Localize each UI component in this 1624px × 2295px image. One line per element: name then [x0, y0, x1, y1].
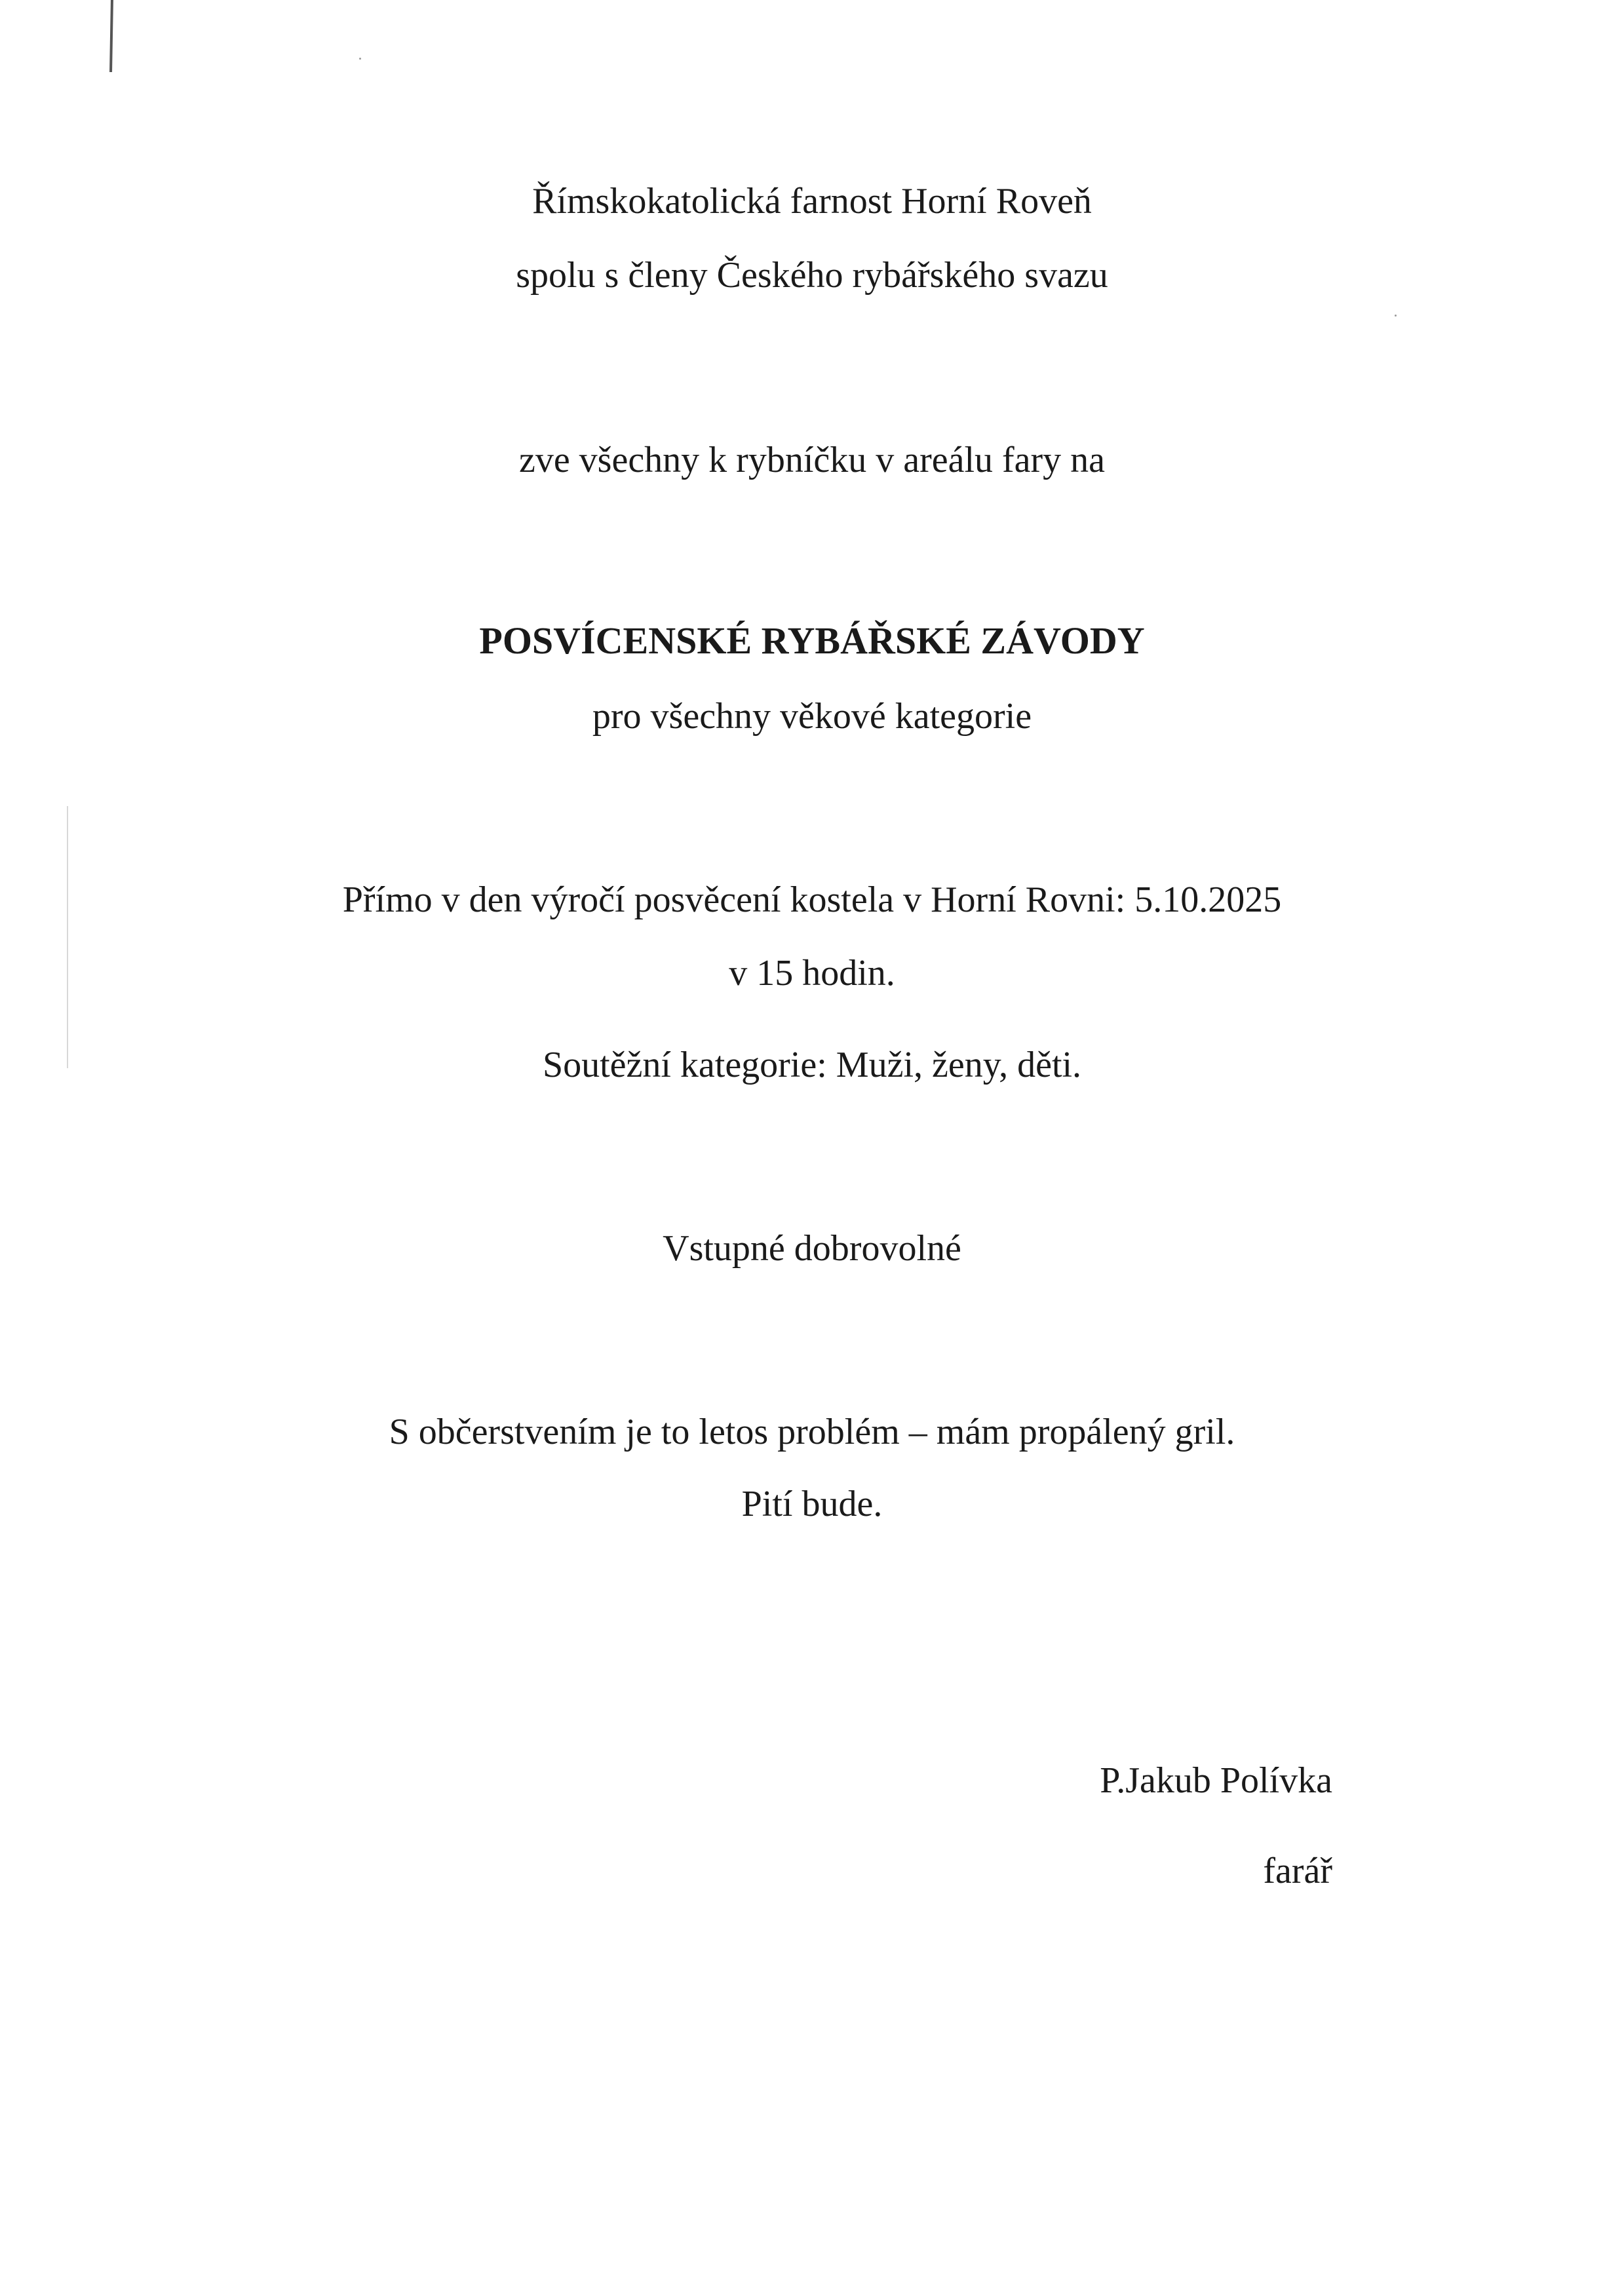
parish-name: Římskokatolická farnost Horní Roveň	[532, 181, 1092, 222]
time-line: v 15 hodin.	[729, 953, 895, 993]
event-title: POSVÍCENSKÉ RYBÁŘSKÉ ZÁVODY	[479, 619, 1145, 662]
date-line: Přímo v den výročí posvěcení kostela v Horní Rovni: 5.10.2025	[342, 879, 1282, 920]
drinks-line: Pití bude.	[741, 1484, 883, 1524]
signature-name: P.Jakub Polívka	[1100, 1760, 1332, 1801]
invitation-line: zve všechny k rybníčku v areálu fary na	[518, 440, 1106, 480]
admission-line: Vstupné dobrovolné	[663, 1228, 961, 1269]
scan-artifact-dot	[1395, 315, 1397, 317]
categories-line: Soutěžní kategorie: Muži, ženy, děti.	[542, 1045, 1082, 1085]
refreshment-line: S občerstvením je to letos problém – mám propálený gril.	[389, 1412, 1235, 1452]
scan-artifact-mark	[109, 0, 113, 72]
scan-artifact-dot	[359, 58, 361, 60]
signature-title: farář	[1263, 1851, 1332, 1891]
union-line: spolu s členy Českého rybářského svazu	[516, 255, 1108, 296]
scan-artifact-edge	[67, 806, 68, 1068]
event-subtitle: pro všechny věkové kategorie	[592, 696, 1032, 737]
